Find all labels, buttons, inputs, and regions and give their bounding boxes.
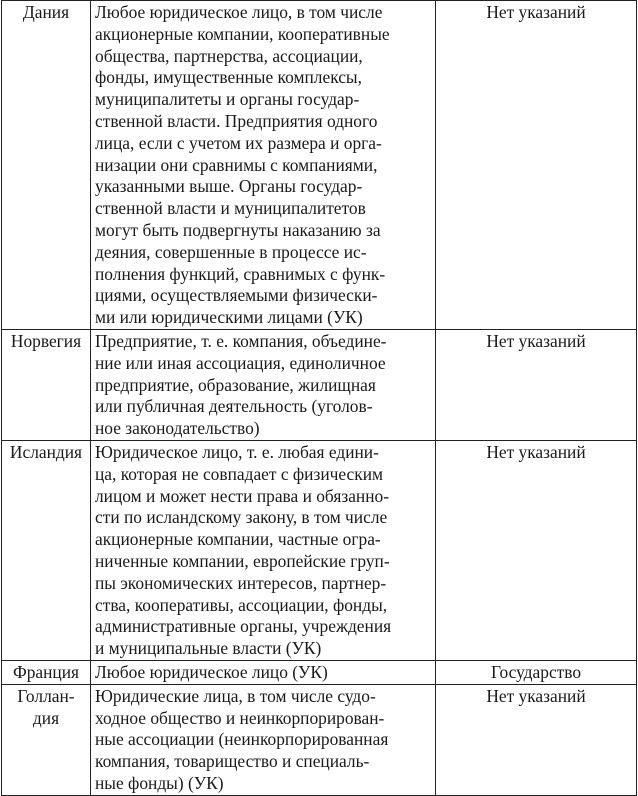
- table-row-4: [2, 684, 637, 795]
- subject-cell: [436, 440, 637, 660]
- definition-line: ное законодательство): [95, 418, 260, 439]
- definition-line: фонды, имущественные комплексы,: [95, 67, 362, 88]
- definition-line: ходное общество и неинкорпорирован-: [95, 707, 385, 728]
- definition-line: ные ассоциации (неинкорпорированная: [95, 729, 389, 750]
- definition-line: компания, товарищество и специаль-: [95, 751, 370, 772]
- definition-line: предприятие, образование, жилищная: [95, 374, 376, 395]
- definition-line: полнения функций, сравнимых с функ-: [95, 263, 386, 284]
- definition-cell: [91, 440, 436, 660]
- country-cell: [2, 329, 91, 440]
- table-row-3: [2, 660, 637, 684]
- definition-line: общества, партнерства, ассоциации,: [95, 45, 363, 66]
- definition-cell: [91, 329, 436, 440]
- subject-cell: [436, 684, 637, 795]
- definition-line: ства, кооперативы, ассоциации, фонды,: [95, 594, 388, 615]
- definition-line: Юридическое лицо, т. е. любая едини-: [95, 441, 379, 462]
- definition-line: могут быть подвергнуты наказанию за: [95, 219, 381, 240]
- definition-cell: [91, 1, 436, 330]
- definition-line: указанными выше. Органы государ-: [95, 176, 363, 197]
- definition-line: ные фонды) (УК): [95, 772, 224, 793]
- definition-line: ца, которая не совпадает с физическим: [95, 463, 384, 484]
- country-name-line: Франция: [12, 661, 80, 682]
- definition-line: и муниципальные власти (УК): [95, 638, 322, 659]
- legal-entities-table: [1, 0, 637, 796]
- subject-text: Нет указаний: [486, 330, 586, 351]
- country-name-line: дия: [32, 707, 60, 728]
- country-cell: [2, 1, 91, 330]
- table-body: [2, 1, 637, 796]
- definition-line: Любое юридическое лицо (УК): [95, 661, 328, 682]
- country-name-line: Дания: [22, 2, 70, 22]
- definition-line: Юридические лица, в том числе судо-: [95, 685, 376, 706]
- definition-line: Любое юридическое лицо, в том числе: [95, 2, 383, 22]
- definition-line: ние или иная ассоциация, единоличное: [95, 352, 386, 373]
- definition-line: ственной власти и муниципалитетов: [95, 198, 366, 219]
- definition-line: акционерные компании, частные огра-: [95, 529, 381, 550]
- subject-text: Нет указаний: [486, 441, 586, 462]
- subject-text: Нет указаний: [486, 2, 586, 22]
- definition-line: акционерные компании, кооперативные: [95, 23, 390, 44]
- definition-line: ниченные компании, европейские груп-: [95, 550, 390, 571]
- subject-cell: [436, 660, 637, 684]
- table-row-2: [2, 440, 637, 660]
- definition-line: лица, если с учетом их размера и орга-: [95, 132, 382, 153]
- subject-text: Нет указаний: [486, 685, 586, 706]
- definition-line: ственной власти. Предприятия одного: [95, 110, 378, 131]
- definition-cell: [91, 660, 436, 684]
- country-cell: [2, 440, 91, 660]
- country-cell: [2, 684, 91, 795]
- country-name-line: Голлан-: [17, 685, 75, 706]
- definition-line: муниципалитеты и органы государ-: [95, 89, 360, 110]
- definition-line: или публичная деятельность (уголов-: [95, 396, 373, 417]
- country-name-line: Исландия: [9, 441, 83, 462]
- country-cell: [2, 660, 91, 684]
- definition-line: деяния, совершенные в процессе ис-: [95, 241, 367, 262]
- definition-line: низации они сравнимы с компаниями,: [95, 154, 378, 175]
- definition-line: сти по исландскому закону, в том числе: [95, 507, 388, 528]
- definition-line: административные органы, учреждения: [95, 616, 392, 637]
- definition-line: лицом и может нести права и обязанно-: [95, 485, 390, 506]
- table-row-1: [2, 329, 637, 440]
- table-row-0: [2, 1, 637, 330]
- subject-cell: [436, 329, 637, 440]
- definition-line: пы экономических интересов, партнер-: [95, 572, 387, 593]
- definition-cell: [91, 684, 436, 795]
- definition-line: Предприятие, т. е. компания, объедине-: [95, 330, 387, 351]
- subject-cell: [436, 1, 637, 330]
- definition-line: ми или юридическими лицами (УК): [95, 307, 363, 328]
- country-name-line: Норвегия: [10, 330, 82, 351]
- subject-text: Государство: [490, 661, 582, 682]
- definition-line: циями, осуществляемыми физически-: [95, 285, 378, 306]
